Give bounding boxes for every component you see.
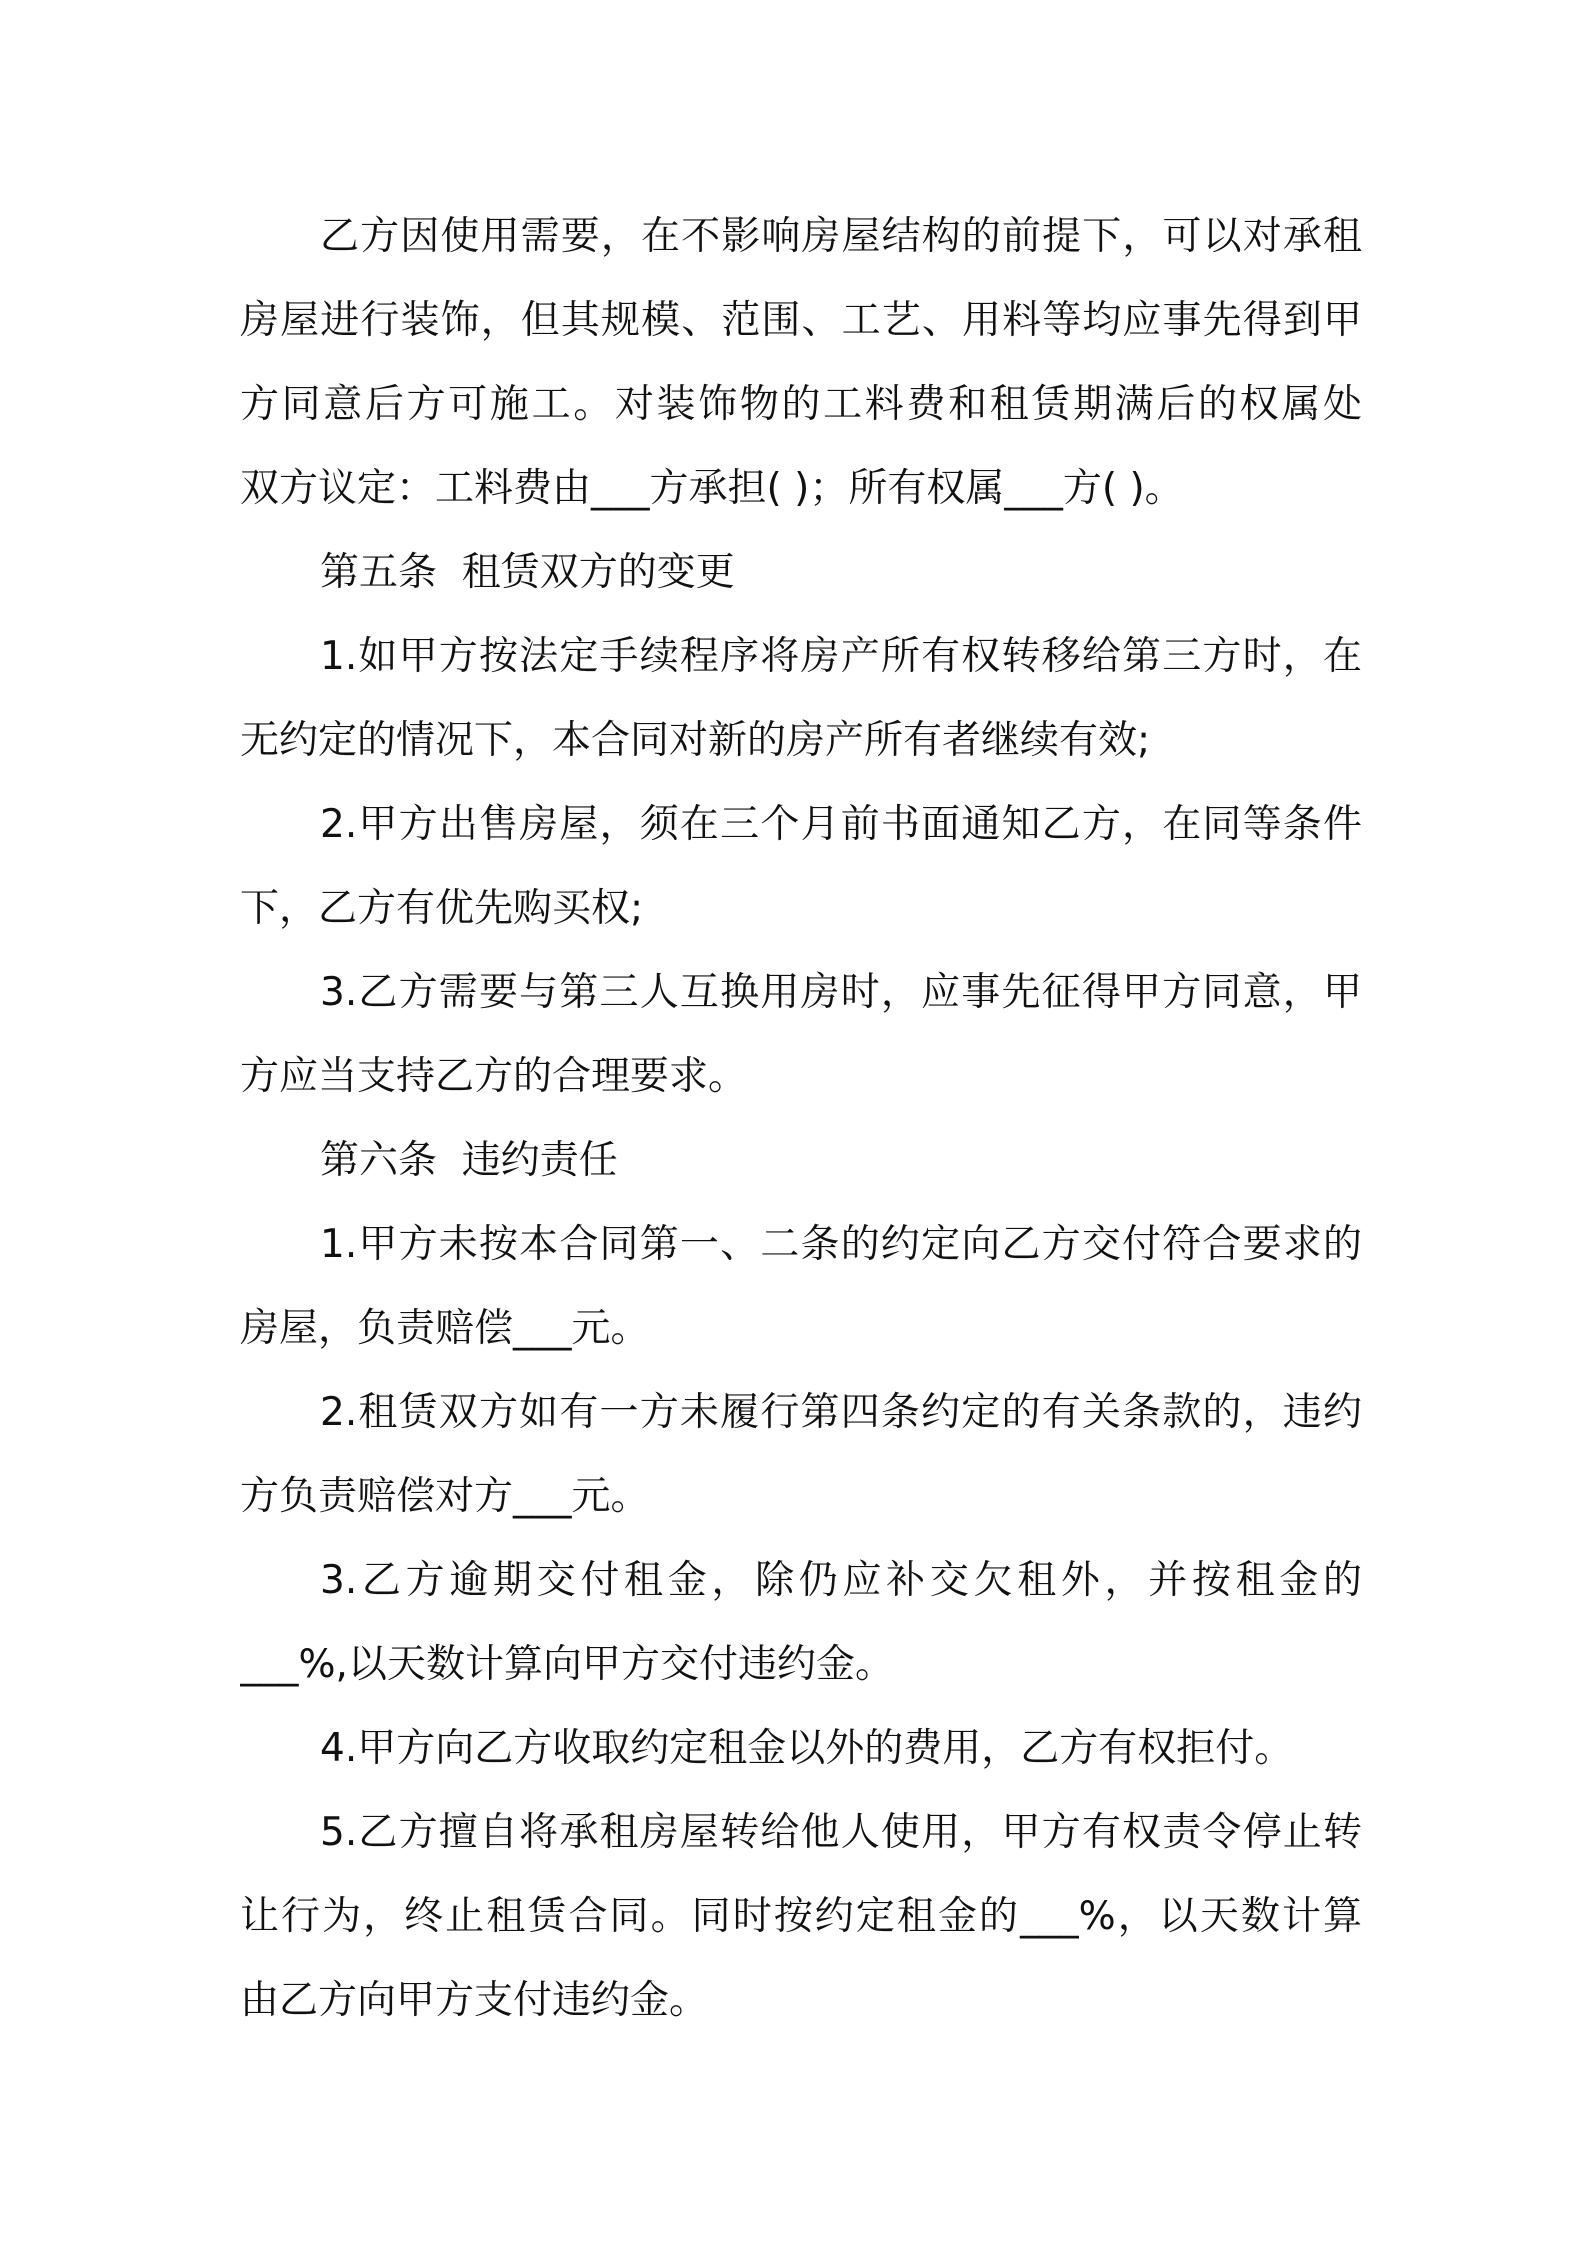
- paragraph-line: 让行为，终止租赁合同。同时按约定租金的___%，以天数计算: [240, 1894, 1362, 1939]
- paragraph-line: 乙方因使用需要，在不影响房屋结构的前提下，可以对承租: [320, 214, 1362, 259]
- paragraph-line: 房屋进行装饰，但其规模、范围、工艺、用料等均应事先得到甲: [240, 298, 1362, 343]
- paragraph-line: 3.乙方逾期交付租金，除仍应补交欠租外，并按租金的: [320, 1558, 1362, 1603]
- paragraph-line: 5.乙方擅自将承租房屋转给他人使用，甲方有权责令停止转: [320, 1810, 1362, 1855]
- paragraph-line: 1.甲方未按本合同第一、二条的约定向乙方交付符合要求的: [320, 1222, 1362, 1267]
- paragraph-line: 2.甲方出售房屋，须在三个月前书面通知乙方，在同等条件: [320, 802, 1362, 847]
- paragraph-line: 方负责赔偿对方___元。: [240, 1474, 650, 1519]
- paragraph-line: 1.如甲方按法定手续程序将房产所有权转移给第三方时，在: [320, 634, 1362, 679]
- paragraph-line: 双方议定：工料费由___方承担( )；所有权属___方( )。: [240, 466, 1184, 511]
- paragraph-line: 方应当支持乙方的合理要求。: [240, 1054, 748, 1099]
- paragraph-line: 由乙方向甲方支付违约金。: [240, 1978, 709, 2023]
- paragraph-line: 无约定的情况下，本合同对新的房产所有者继续有效;: [240, 718, 1151, 763]
- section-heading-article-5: 第五条 租赁双方的变更: [320, 550, 735, 595]
- section-heading-article-6: 第六条 违约责任: [320, 1138, 618, 1183]
- paragraph-line: ___%,以天数计算向甲方交付违约金。: [240, 1642, 894, 1687]
- paragraph-line: 4.甲方向乙方收取约定租金以外的费用，乙方有权拒付。: [320, 1726, 1294, 1771]
- document-page: [240, 195, 1362, 2043]
- paragraph-line: 方同意后方可施工。对装饰物的工料费和租赁期满后的权属处: [240, 382, 1362, 427]
- paragraph-line: 3.乙方需要与第三人互换用房时，应事先征得甲方同意，甲: [320, 970, 1362, 1015]
- paragraph-line: 下，乙方有优先购买权;: [240, 886, 644, 931]
- paragraph-line: 房屋，负责赔偿___元。: [240, 1306, 650, 1351]
- paragraph-line: 2.租赁双方如有一方未履行第四条约定的有关条款的，违约: [320, 1390, 1362, 1435]
